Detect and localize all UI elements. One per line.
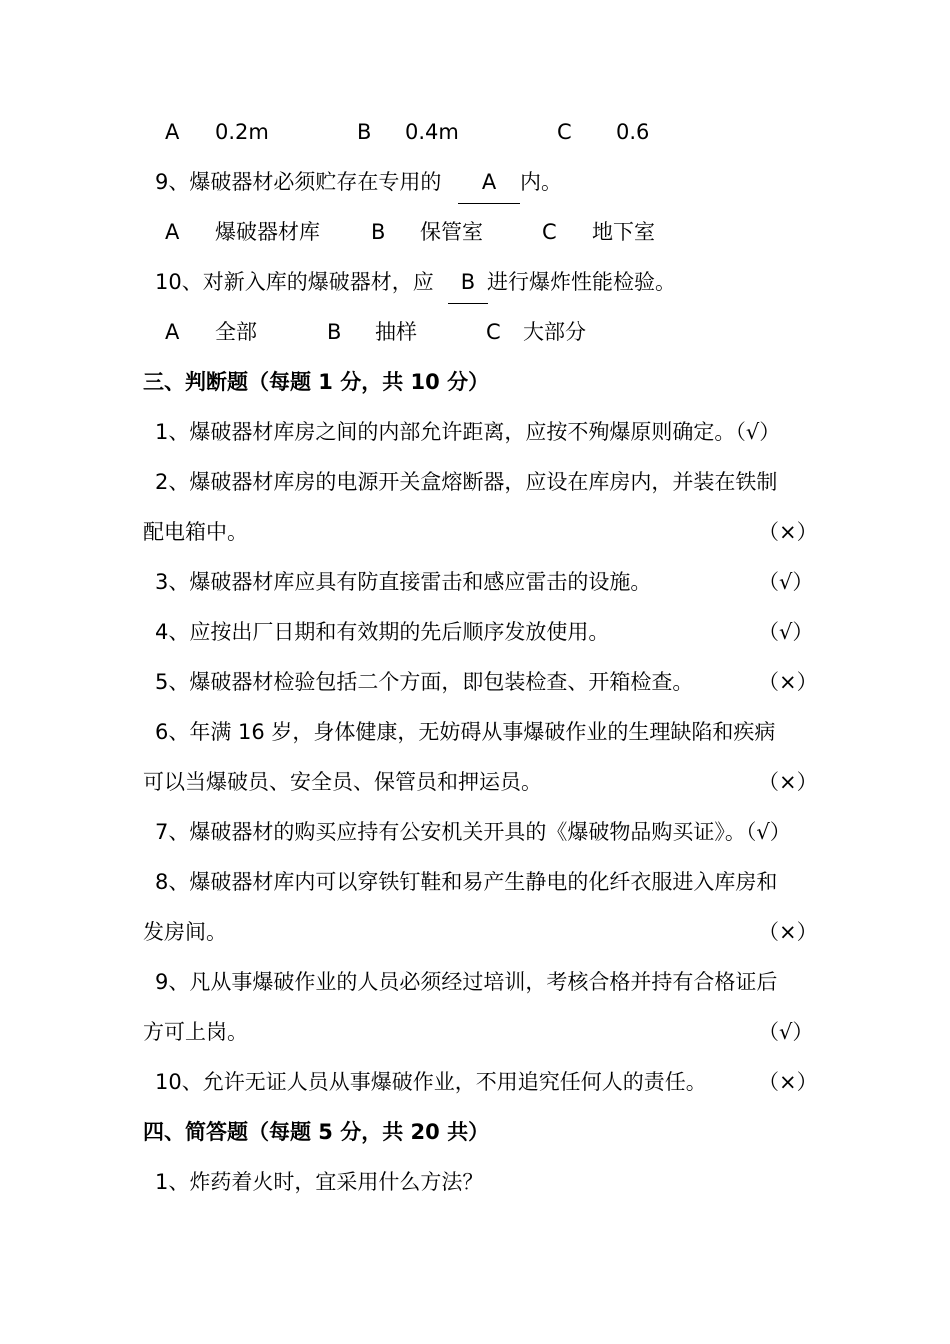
q10-stem: 10、对新入库的爆破器材，应 xyxy=(155,270,434,294)
judgment-item-9: 9、凡从事爆破作业的人员必须经过培训，考核合格并持有合格证后 xyxy=(155,970,778,994)
q8-option-b-letter: B xyxy=(357,120,372,144)
q10-option-c-letter: C xyxy=(486,320,501,344)
judgment-item-2-mark: （×） xyxy=(758,520,818,544)
judgment-item-10: 10、允许无证人员从事爆破作业，不用追究任何人的责任。 xyxy=(155,1070,707,1094)
q9-option-b-text: 保管室 xyxy=(420,220,483,244)
judgment-item-8-cont: 发房间。 xyxy=(143,920,227,944)
judgment-item-10-mark: （×） xyxy=(758,1070,818,1094)
short-answer-item-1: 1、炸药着火时，宜采用什么方法？ xyxy=(155,1170,484,1194)
q10-option-c-text: 大部分 xyxy=(523,320,586,344)
q9-option-b-letter: B xyxy=(371,220,386,244)
q9-stem-end: 内。 xyxy=(520,170,562,194)
q10-stem-end: 进行爆炸性能检验。 xyxy=(487,270,676,294)
judgment-item-6: 6、年满 16 岁，身体健康，无妨碍从事爆破作业的生理缺陷和疾病 xyxy=(155,720,776,744)
judgment-item-4-mark: （√） xyxy=(758,620,814,644)
q10-option-a-text: 全部 xyxy=(215,320,257,344)
q8-option-a-text: 0.2m xyxy=(215,120,269,144)
q9-stem: 9、爆破器材必须贮存在专用的 xyxy=(155,170,442,194)
q8-option-a-letter: A xyxy=(165,120,180,144)
judgment-item-2: 2、爆破器材库房的电源开关盒熔断器，应设在库房内，并装在铁制 xyxy=(155,470,778,494)
q9-option-a-letter: A xyxy=(165,220,180,244)
q10-answer-underline xyxy=(448,303,488,304)
judgment-item-7: 7、爆破器材的购买应持有公安机关开具的《爆破物品购买证》。（√） xyxy=(155,820,791,844)
section-3-heading: 三、判断题（每题 1 分，共 10 分） xyxy=(143,370,490,394)
judgment-item-2-cont: 配电箱中。 xyxy=(143,520,248,544)
q9-answer: A xyxy=(481,170,497,194)
judgment-item-5-mark: （×） xyxy=(758,670,818,694)
q10-option-b-letter: B xyxy=(327,320,342,344)
judgment-item-6-mark: （×） xyxy=(758,770,818,794)
q9-option-c-letter: C xyxy=(542,220,557,244)
judgment-item-1: 1、爆破器材库房之间的内部允许距离，应按不殉爆原则确定。（√） xyxy=(155,420,781,444)
judgment-item-8: 8、爆破器材库内可以穿铁钉鞋和易产生静电的化纤衣服进入库房和 xyxy=(155,870,778,894)
q10-answer: B xyxy=(460,270,476,294)
q10-option-a-letter: A xyxy=(165,320,180,344)
judgment-item-9-mark: （√） xyxy=(758,1020,814,1044)
q9-option-c-text: 地下室 xyxy=(592,220,655,244)
q8-option-b-text: 0.4m xyxy=(405,120,459,144)
judgment-item-9-cont: 方可上岗。 xyxy=(143,1020,248,1044)
section-4-heading: 四、简答题（每题 5 分，共 20 共） xyxy=(143,1120,490,1144)
q10-option-b-text: 抽样 xyxy=(375,320,417,344)
judgment-item-8-mark: （×） xyxy=(758,920,818,944)
judgment-item-5: 5、爆破器材检验包括二个方面，即包装检查、开箱检查。 xyxy=(155,670,694,694)
judgment-item-3-mark: （√） xyxy=(758,570,814,594)
judgment-item-6-cont: 可以当爆破员、安全员、保管员和押运员。 xyxy=(143,770,542,794)
q9-answer-underline xyxy=(458,203,520,204)
q8-option-c-letter: C xyxy=(557,120,572,144)
judgment-item-4: 4、应按出厂日期和有效期的先后顺序发放使用。 xyxy=(155,620,610,644)
judgment-item-3: 3、爆破器材库应具有防直接雷击和感应雷击的设施。 xyxy=(155,570,652,594)
q9-option-a-text: 爆破器材库 xyxy=(215,220,320,244)
q8-option-c-text: 0.6 xyxy=(616,120,650,144)
